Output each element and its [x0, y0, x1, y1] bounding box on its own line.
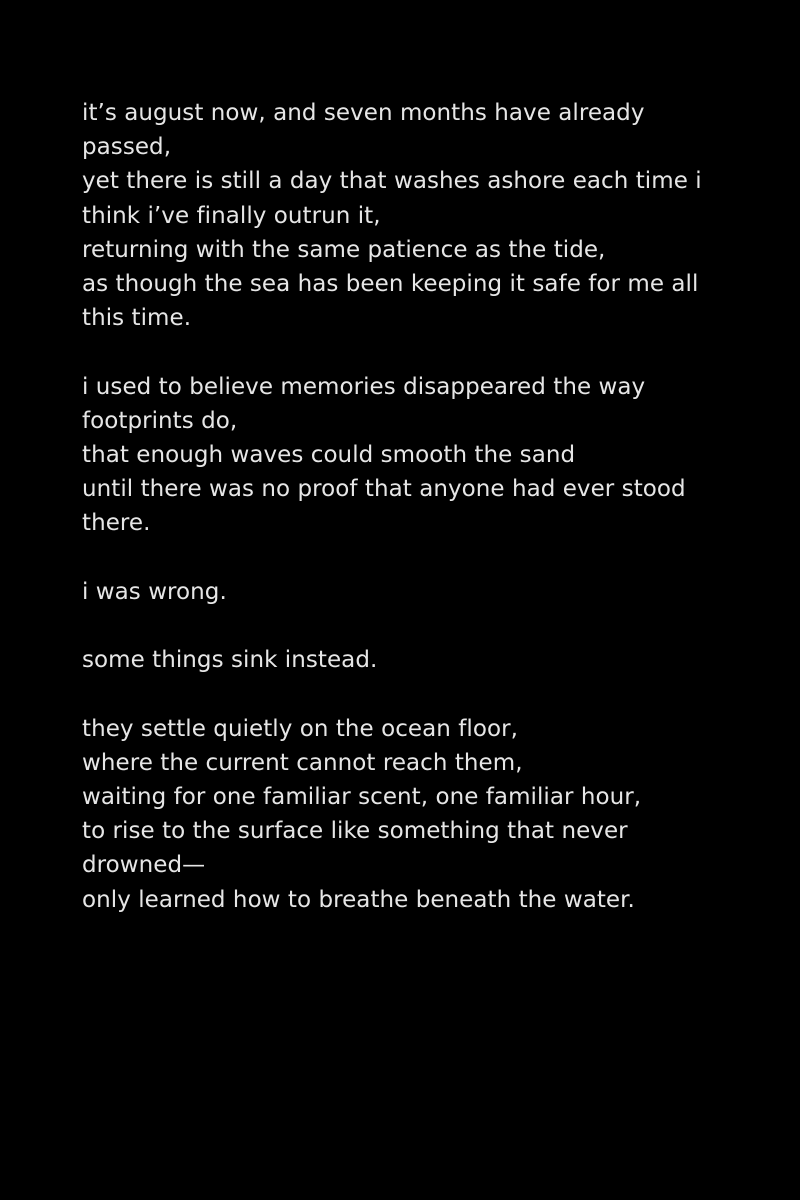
stanza-break — [82, 609, 742, 643]
stanza-4 — [82, 643, 742, 677]
text-line: to rise to the surface like something that never — [82, 818, 628, 845]
stanza-break — [82, 541, 742, 575]
text-line: footprints do, — [82, 407, 238, 434]
text-line: as though the sea has been keeping it safe for me all — [82, 271, 699, 298]
text-line: drowned— — [82, 852, 206, 879]
text-line: this time. — [82, 305, 192, 332]
text-line: passed, — [82, 134, 172, 161]
text-line: i used to believe memories disappeared the way — [82, 373, 646, 400]
text-line: there. — [82, 510, 151, 537]
stanza-1 — [82, 96, 742, 335]
stanza-5 — [82, 712, 742, 917]
text-line: think i’ve finally outrun it, — [82, 202, 381, 229]
stanza-3 — [82, 575, 742, 609]
text-line: where the current cannot reach them, — [82, 749, 523, 776]
text-line: that enough waves could smooth the sand — [82, 442, 576, 469]
text-line: i was wrong. — [82, 578, 227, 605]
text-line: it’s august now, and seven months have already — [82, 100, 645, 126]
text-line: returning with the same patience as the tide, — [82, 236, 606, 263]
text-line: waiting for one familiar scent, one familiar hour, — [82, 784, 642, 810]
text-line: they settle quietly on the ocean floor, — [82, 715, 518, 742]
text-line: some things sink instead. — [82, 647, 378, 674]
stanza-break — [82, 677, 742, 711]
stanza-2 — [82, 370, 742, 541]
text-line: yet there is still a day that washes ashore each time i — [82, 168, 702, 195]
text-line: until there was no proof that anyone had ever stood — [82, 476, 686, 503]
stanza-break — [82, 335, 742, 369]
poem-text — [82, 96, 742, 917]
text-line: only learned how to breathe beneath the water. — [82, 886, 635, 913]
